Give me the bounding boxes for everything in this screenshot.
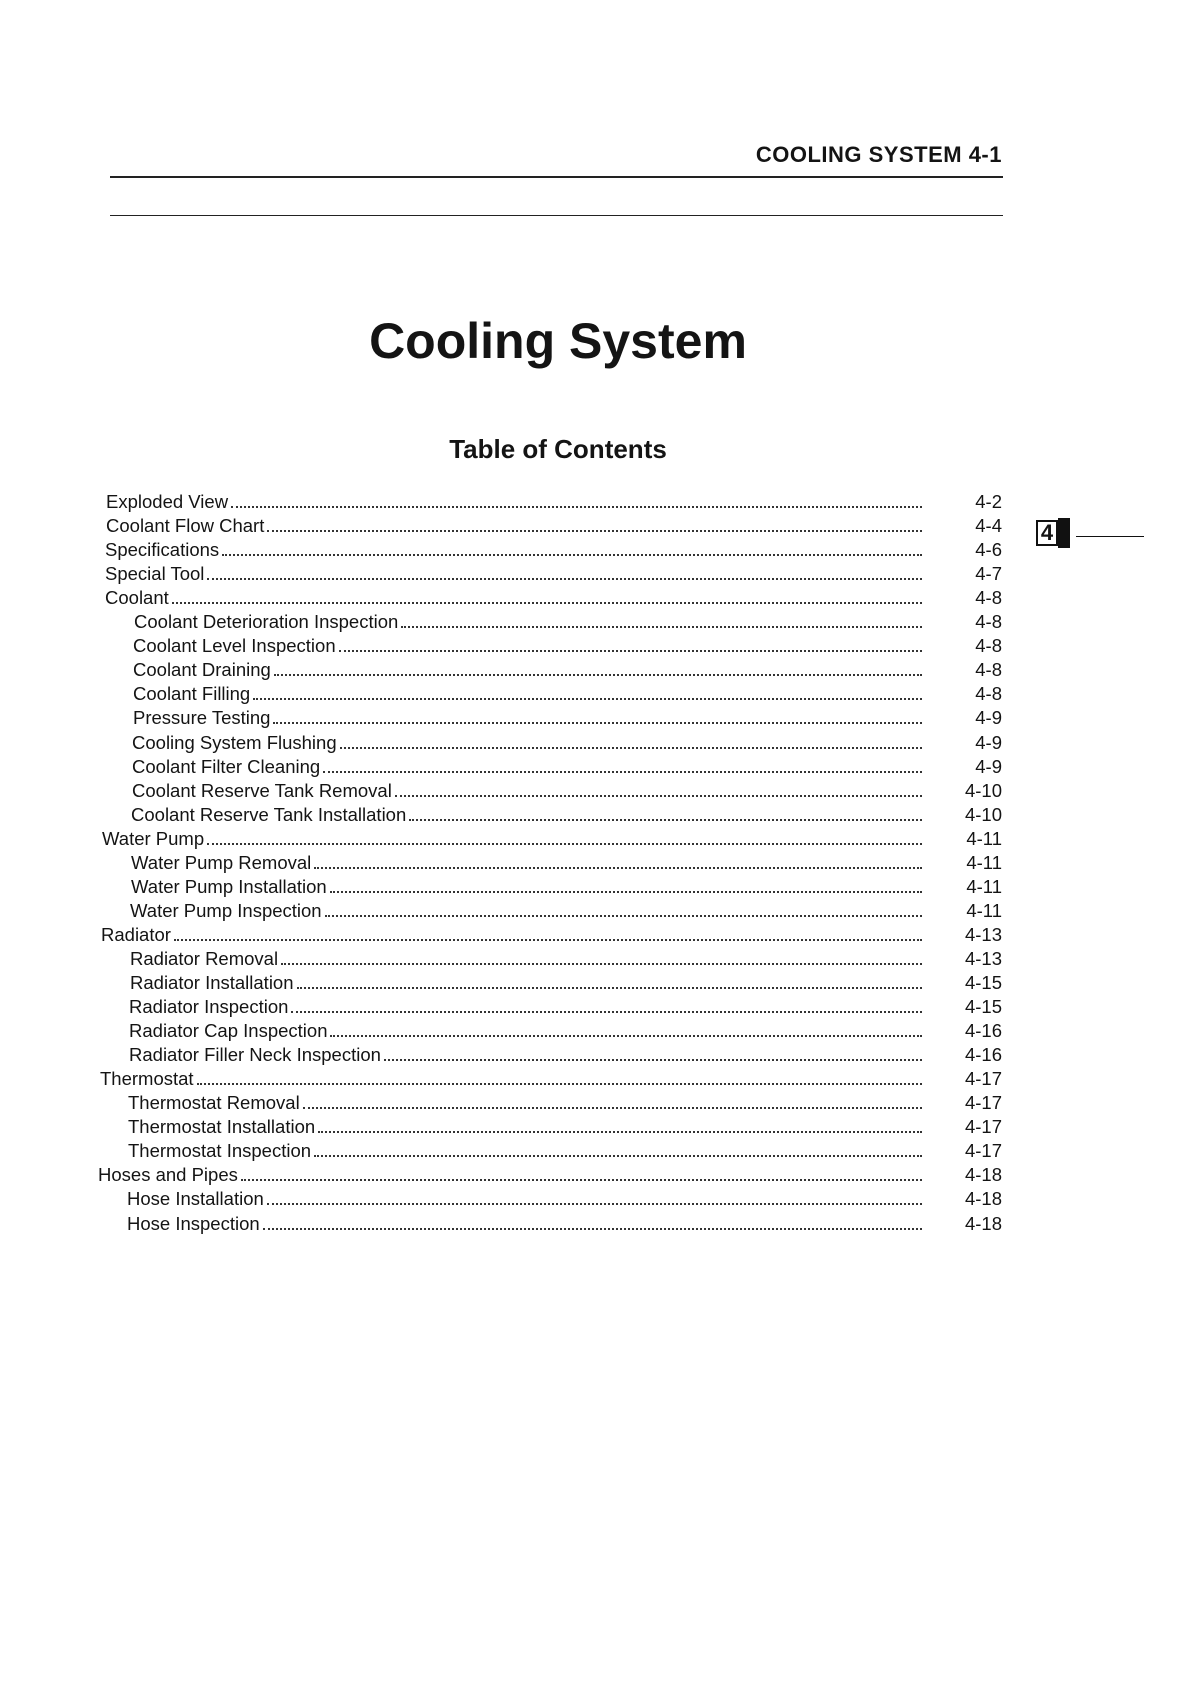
toc-entry-page: 4-18 <box>964 1213 1002 1234</box>
toc-entry-page: 4-9 <box>975 732 1002 753</box>
toc-subentry[interactable] <box>130 971 922 995</box>
toc-entry-page: 4-7 <box>975 563 1002 584</box>
toc-entry-page: 4-17 <box>964 1068 1002 1089</box>
toc-dot-leader <box>384 1059 922 1061</box>
toc-subentry[interactable] <box>133 706 922 730</box>
toc-subentry[interactable] <box>131 851 922 875</box>
toc-entry-label: Radiator <box>101 924 171 945</box>
toc-dot-leader <box>207 843 922 845</box>
toc-entry-label: Radiator Removal <box>130 948 279 969</box>
toc-dot-leader <box>281 963 922 965</box>
toc-entry-page: 4-6 <box>975 539 1002 560</box>
toc-dot-leader <box>197 1083 922 1085</box>
toc-entry-label: Hose Installation <box>127 1188 264 1209</box>
toc-dot-leader <box>297 987 922 989</box>
toc-entry[interactable] <box>105 562 922 586</box>
toc-dot-leader <box>174 939 922 941</box>
toc-entry-page: 4-11 <box>966 876 1002 897</box>
toc-subentry[interactable] <box>132 779 922 803</box>
toc-entry-page: 4-17 <box>964 1116 1002 1137</box>
toc-entry-page: 4-18 <box>964 1188 1002 1209</box>
toc-dot-leader <box>409 819 922 821</box>
toc-subentry[interactable] <box>133 658 922 682</box>
chapter-tab-marker <box>1058 518 1070 548</box>
toc-entry-page: 4-2 <box>975 491 1002 512</box>
toc-dot-leader <box>253 698 922 700</box>
toc-dot-leader <box>340 747 922 749</box>
toc-entry-label: Thermostat Inspection <box>128 1140 312 1161</box>
toc-entry-label: Special Tool <box>105 563 205 584</box>
toc-dot-leader <box>222 554 922 556</box>
chapter-tab <box>1036 518 1076 548</box>
toc-entry-page: 4-15 <box>964 972 1002 993</box>
toc-dot-leader <box>318 1131 922 1133</box>
toc-entry[interactable] <box>98 1163 922 1187</box>
toc-entry-page: 4-10 <box>964 804 1002 825</box>
toc-entry-page: 4-15 <box>964 996 1002 1017</box>
toc-entry-label: Coolant Draining <box>133 659 271 680</box>
toc-subentry[interactable] <box>132 755 922 779</box>
toc-entry-page: 4-16 <box>964 1044 1002 1065</box>
toc-entry-label: Specifications <box>105 539 220 560</box>
toc-entry-page: 4-8 <box>975 659 1002 680</box>
toc-entry[interactable] <box>105 538 922 562</box>
toc-entry-page: 4-13 <box>964 948 1002 969</box>
toc-entry-label: Radiator Cap Inspection <box>129 1020 328 1041</box>
toc-entry[interactable] <box>100 1067 922 1091</box>
toc-dot-leader <box>330 1035 922 1037</box>
toc-subentry[interactable] <box>130 947 922 971</box>
toc-entry-label: Coolant Reserve Tank Removal <box>132 780 392 801</box>
toc-entry-label: Coolant Level Inspection <box>133 635 336 656</box>
toc-entry-label: Cooling System Flushing <box>132 732 337 753</box>
toc-entry-label: Coolant <box>105 587 169 608</box>
toc-dot-leader <box>339 650 922 652</box>
toc-subentry[interactable] <box>130 899 922 923</box>
toc-entry-page: 4-9 <box>975 756 1002 777</box>
toc-dot-leader <box>401 626 922 628</box>
toc-entry-label: Coolant Flow Chart <box>106 515 265 536</box>
toc-entry-page: 4-11 <box>966 852 1002 873</box>
toc-entry-page: 4-16 <box>964 1020 1002 1041</box>
toc-entry-label: Pressure Testing <box>133 707 271 728</box>
toc-entry-page: 4-17 <box>964 1092 1002 1113</box>
toc-dot-leader <box>314 867 922 869</box>
toc-dot-leader <box>263 1228 922 1230</box>
toc-dot-leader <box>207 578 922 580</box>
toc-dot-leader <box>274 674 922 676</box>
toc-dot-leader <box>395 795 922 797</box>
toc-entry-page: 4-11 <box>966 900 1002 921</box>
toc-entry-label: Coolant Deterioration Inspection <box>134 611 399 632</box>
toc-entry-label: Radiator Installation <box>130 972 294 993</box>
header-rule-top <box>110 176 1003 178</box>
toc-subentry[interactable] <box>133 682 922 706</box>
toc-entry-label: Water Pump Removal <box>131 852 312 873</box>
toc-dot-leader <box>314 1155 922 1157</box>
toc-entry-label: Coolant Filling <box>133 683 251 704</box>
toc-entry-label: Hose Inspection <box>127 1213 260 1234</box>
toc-entry-page: 4-4 <box>975 515 1002 536</box>
toc-entry-page: 4-9 <box>975 707 1002 728</box>
toc-entry-page: 4-8 <box>975 611 1002 632</box>
chapter-title: Cooling System <box>369 313 747 369</box>
toc-entry-page: 4-10 <box>964 780 1002 801</box>
running-header: COOLING SYSTEM 4-1 <box>755 142 1002 167</box>
toc-dot-leader <box>267 530 922 532</box>
chapter-tab-line <box>1076 536 1144 537</box>
toc-entry-page: 4-13 <box>964 924 1002 945</box>
toc-entry-label: Thermostat Removal <box>128 1092 300 1113</box>
toc-subentry[interactable] <box>129 1043 922 1067</box>
toc-subentry[interactable] <box>128 1139 922 1163</box>
toc-subentry[interactable] <box>128 1091 922 1115</box>
toc-entry-label: Thermostat Installation <box>128 1116 316 1137</box>
header-rule-bottom <box>110 215 1003 216</box>
toc-subentry[interactable] <box>129 995 922 1019</box>
toc-entry-label: Radiator Filler Neck Inspection <box>129 1044 381 1065</box>
chapter-tab-number: 4 <box>1036 520 1058 546</box>
toc-subentry[interactable] <box>132 731 922 755</box>
toc-subentry[interactable] <box>127 1212 922 1236</box>
toc-entry-page: 4-18 <box>964 1164 1002 1185</box>
toc-dot-leader <box>303 1107 922 1109</box>
toc-entry-label: Water Pump Inspection <box>130 900 322 921</box>
toc-entry[interactable] <box>105 586 922 610</box>
toc-entry-label: Radiator Inspection <box>129 996 289 1017</box>
toc-entry-label: Exploded View <box>106 491 229 512</box>
toc-subentry[interactable] <box>128 1115 922 1139</box>
toc-entry[interactable] <box>101 923 922 947</box>
toc-subentry[interactable] <box>131 875 922 899</box>
toc-heading: Table of Contents <box>449 434 667 464</box>
toc-entry-page: 4-8 <box>975 635 1002 656</box>
toc-entry-label: Coolant Reserve Tank Installation <box>131 804 407 825</box>
toc-dot-leader <box>323 771 922 773</box>
toc-entry[interactable] <box>106 490 922 514</box>
toc-entry-label: Hoses and Pipes <box>98 1164 238 1185</box>
toc-subentry[interactable] <box>131 803 922 827</box>
toc-dot-leader <box>241 1179 922 1181</box>
toc-subentry[interactable] <box>129 1019 922 1043</box>
toc-subentry[interactable] <box>133 634 922 658</box>
toc-dot-leader <box>325 915 922 917</box>
toc-dot-leader <box>231 506 922 508</box>
toc-entry-label: Thermostat <box>100 1068 194 1089</box>
toc-entry-page: 4-11 <box>966 828 1002 849</box>
toc-dot-leader <box>273 722 922 724</box>
toc-entry-label: Water Pump <box>102 828 205 849</box>
toc-entry[interactable] <box>106 514 922 538</box>
toc-dot-leader <box>267 1203 922 1205</box>
toc-dot-leader <box>291 1011 922 1013</box>
toc-entry-label: Coolant Filter Cleaning <box>132 756 321 777</box>
toc-entry[interactable] <box>102 827 922 851</box>
toc-entry-page: 4-17 <box>964 1140 1002 1161</box>
toc-dot-leader <box>172 602 922 604</box>
toc-entry-label: Water Pump Installation <box>131 876 327 897</box>
toc-dot-leader <box>330 891 922 893</box>
toc-subentry[interactable] <box>134 610 922 634</box>
toc-entry-page: 4-8 <box>975 587 1002 608</box>
toc-subentry[interactable] <box>127 1187 922 1211</box>
toc-entry-page: 4-8 <box>975 683 1002 704</box>
